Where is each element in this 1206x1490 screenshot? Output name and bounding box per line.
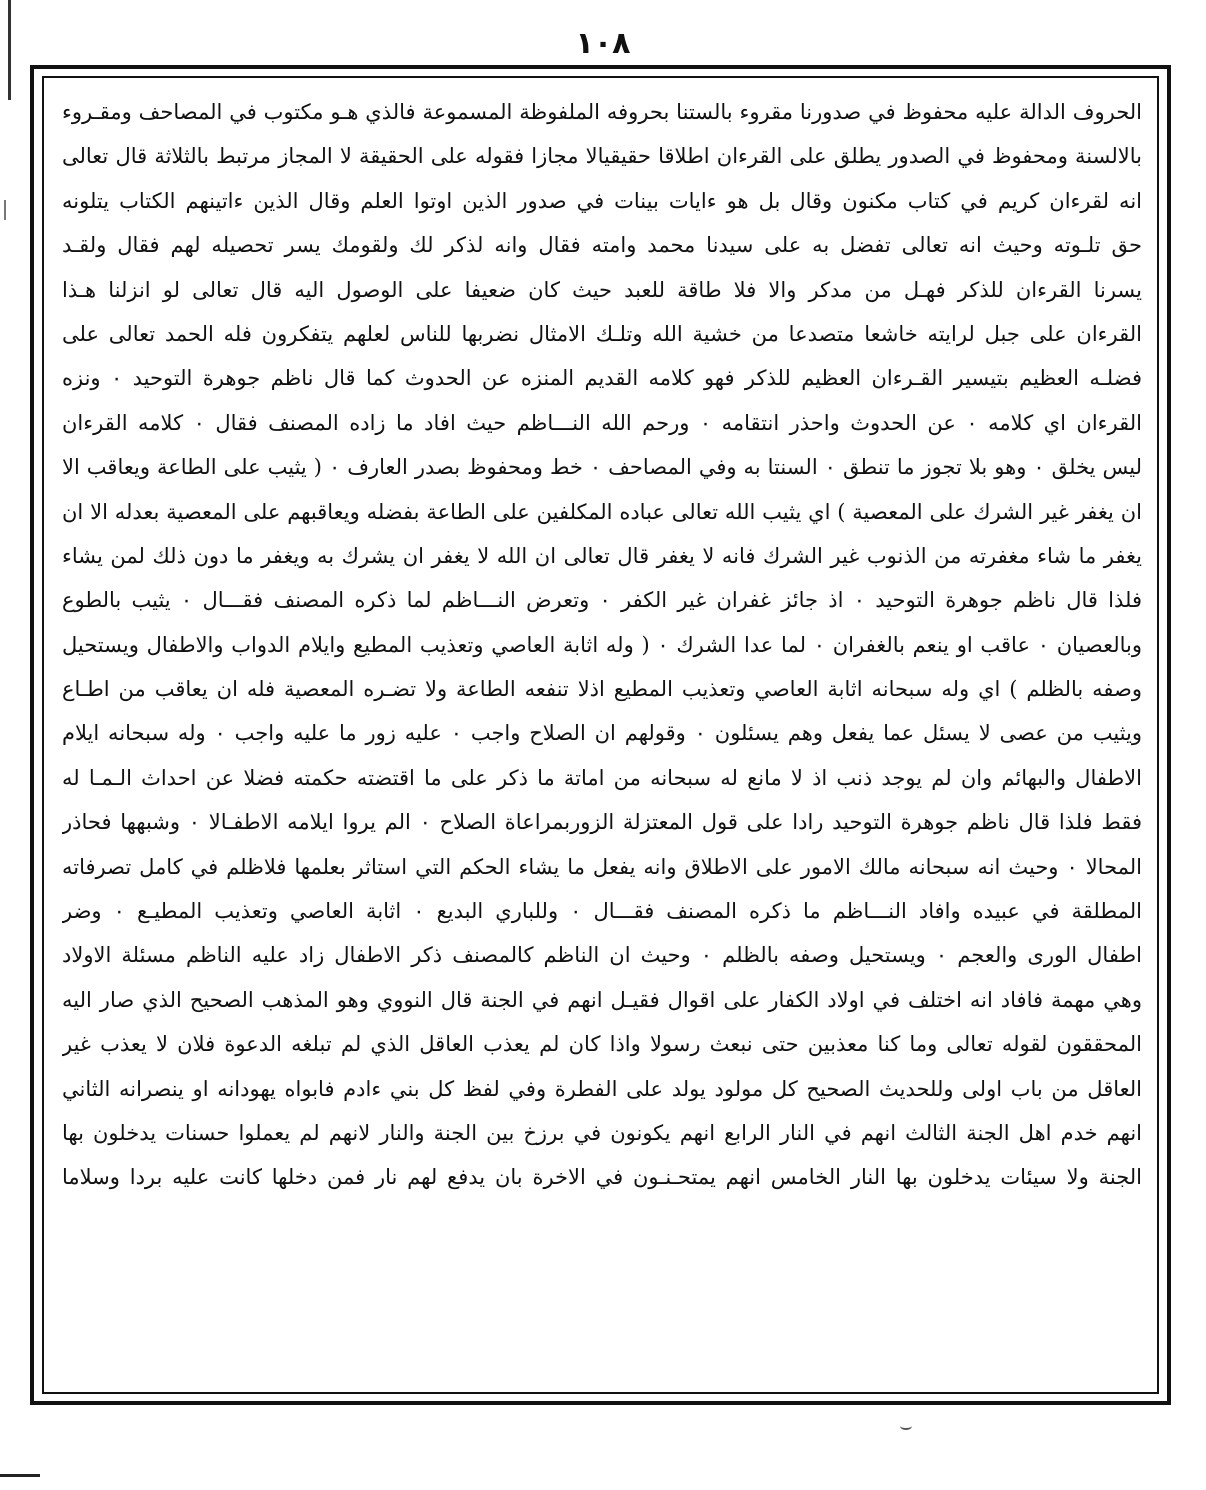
text-line: وهي مهمة فافاد انه اختلف في اولاد الكفار على اقوال فقيـل انهم في الجنة قال النووي وهو المذهب الصحيح الذي صار اليه bbox=[62, 987, 1142, 1012]
text-line: ان يغفر غير الشرك على المعصية ) اي يثيب الله تعالى عباده المكلفين على الطاعة بفضله ويعاقبهم على المعصية بعدله الا ان bbox=[62, 499, 1142, 524]
page-edge-dash bbox=[0, 1474, 40, 1477]
text-line: يغفر ما شاء مغفرته من الذنوب غير الشرك فانه لا يغفر قال تعالى ان الله لا يغفر ان يشرك به ويغفر ما دون ذلك لمن يشاء bbox=[62, 543, 1142, 568]
text-line: المطلقة في عبيده وافاد النـــاظم ما ذكره المصنف فقـــال ٠ وللباري البديع ٠ اثابة العاصي وتعذيب المطيـع ٠ وضر bbox=[62, 899, 1142, 924]
text-line: وصفه بالظلم ) اي وله سبحانه اثابة العاصي وتعذيب المطيع اذلا تنفعه الطاعة ولا تضـره المعصية فله ان يعاقب من اطـاع bbox=[62, 677, 1142, 702]
text-line: اطفال الورى والعجم ٠ ويستحيل وصفه بالظلم ٠ وحيث ان الناظم كالمصنف ذكر الاطفال زاد عليه الناظم مسئلة الاولاد bbox=[62, 943, 1142, 968]
page-number: ١٠٨ bbox=[575, 26, 631, 61]
text-line: يسرنا القرءان للذكر فهـل من مدكر والا فلا طاقة للعبد حيث كان ضعيفا على الوصول اليه قال تعالى لو انزلنا هـذا bbox=[62, 277, 1142, 302]
text-line: وبالعصيان ٠ عاقب او ينعم بالغفران ٠ لما عدا الشرك ٠ ( وله اثابة العاصي وتعذيب المطيع وايلام الدواب والاطفال ويستحيل bbox=[62, 632, 1142, 657]
text-line: حق تلـوته وحيث انه تعالى تفضل به على سيدنا محمد وامته فقال وانه لذكر لك ولقومك يسر تحصيله لهم فقال ولقـد bbox=[62, 233, 1142, 258]
text-line: بالالسنة ومحفوظ في الصدور يطلق على القرءان اطلاقا حقيقيالا مجازا فقوله على الحقيقة لا المجاز مرتبط بالثلاثة قال تعالى bbox=[62, 144, 1142, 169]
text-line: الحروف الدالة عليه محفوظ في صدورنا مقروء بالستنا بحروفه الملفوظة المسموعة فالذي هـو مكتوب في المصاحف ومقـروء bbox=[62, 100, 1142, 124]
text-line: المحالا ٠ وحيث انه سبحانه مالك الامور على الاطلاق وانه يفعل ما يشاء الحكم التي استاثر بعلمها فلاظلم في كامل تصرفاته bbox=[62, 854, 1142, 879]
text-line: الجنة ولا سيئات يدخلون بها النار الخامس انهم يمتحـنـون في الاخرة بان يدفع لهم نار فمن دخلها كانت عليه بردا وسلاما bbox=[62, 1165, 1142, 1190]
text-line: انه لقرءان كريم في كتاب مكنون وقال بل هو ءايات بينات في صدور الذين اوتوا العلم وقال الذين ءاتينهم الكتاب يتلونه bbox=[62, 188, 1142, 213]
text-line: ويثيب من عصى لا يسئل عما يفعل وهم يسئلون ٠ وقولهم ان الصلاح واجب ٠ عليه زور ما عليه واجب ٠ وله سبحانه ايلام bbox=[62, 721, 1142, 746]
text-line: العاقل من باب اولى وللحديث الصحيح كل مولود يولد على الفطرة وفي لفظ كل بني ءادم فابواه يهودانه او ينصرانه الثاني bbox=[62, 1076, 1142, 1101]
text-line: فضلـه العظيم بتيسير القـرءان العظيم للذكر فهو كلامه القديم المنزه عن الحدوث كما قال ناظم جوهرة التوحيد ٠ ونزه bbox=[62, 366, 1142, 391]
stray-ink-mark bbox=[900, 1422, 912, 1430]
text-line: المحققون لقوله تعالى وما كنا معذبين حتى نبعث رسولا واذا كان لم يعذب العاقل الذي لم تبلغه الدعوة فلان لا يعذب غير bbox=[62, 1032, 1142, 1057]
body-text bbox=[62, 90, 1142, 1390]
text-line: القرءان على جبل لرايته خاشعا متصدعا من خشية الله وتلـك الامثال نضربها للناس لعلهم يتفكرون فله الحمد تعالى على bbox=[62, 321, 1142, 346]
text-line: ليس يخلق ٠ وهو بلا تجوز ما تنطق ٠ السنتا به وفي المصاحف ٠ خط ومحفوظ بصدر العارف ٠ ( يثيب على الطاعة ويعاقب الا bbox=[62, 455, 1142, 480]
text-line: فقط فلذا قال ناظم جوهرة التوحيد رادا على قول المعتزلة الزوربمراعاة الصلاح ٠ الم يروا ايلامه الاطفـالا ٠ وشبهها فحاذر bbox=[62, 810, 1142, 835]
text-line: القرءان اي كلامه ٠ عن الحدوث واحذر انتقامه ٠ ورحم الله النـــاظم حيث افاد ما زاده المصنف فقال ٠ كلامه القرءان bbox=[62, 410, 1142, 435]
text-line: فلذا قال ناظم جوهرة التوحيد ٠ اذ جائز غفران غير الكفر ٠ وتعرض النـــاظم لما ذكره المصنف فقـــال ٠ يثيب بالطوع bbox=[62, 588, 1142, 613]
text-line: انهم خدم اهل الجنة الثالث انهم في النار الرابع انهم يكونون في برزخ بين الجنة والنار لانهم لم يعملوا حسنات يدخلون بها bbox=[62, 1120, 1142, 1145]
margin-tick bbox=[4, 200, 6, 220]
text-line: الاطفال والبهائم وان لم يوجد ذنب اذ لا مانع له سبحانه من اماتة ما ذكر على ما اقتضته حكمته فضلا عن احداث الـمـا له bbox=[62, 765, 1142, 790]
